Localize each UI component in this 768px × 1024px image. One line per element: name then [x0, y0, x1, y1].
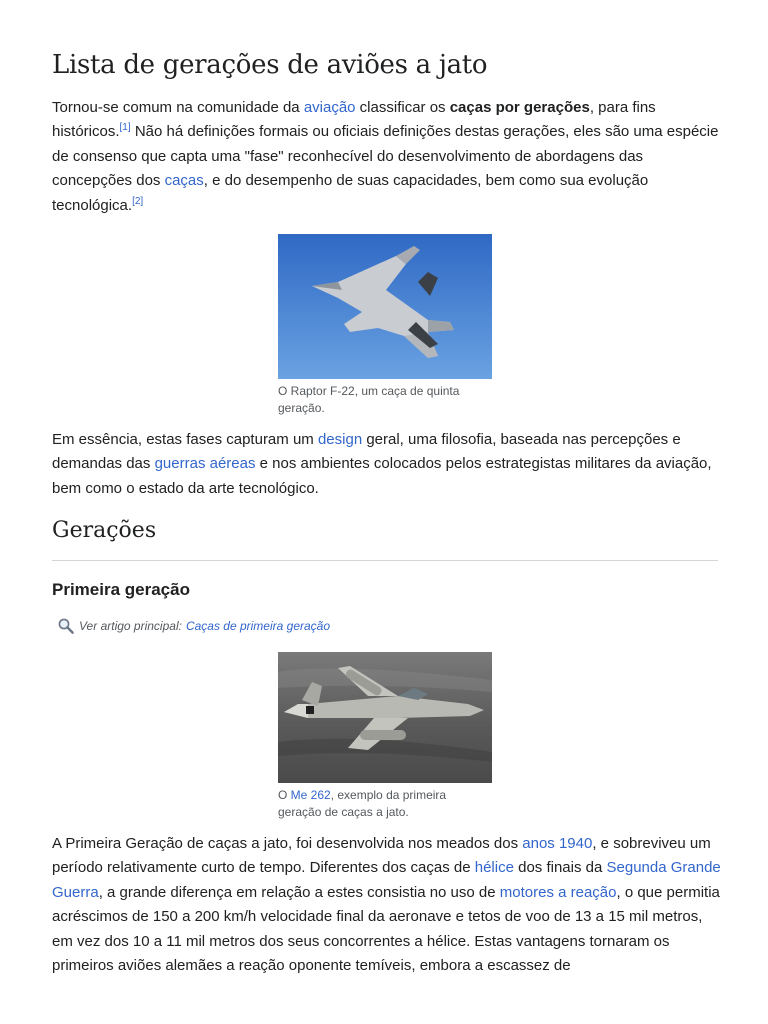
figure-f22: [278, 234, 492, 417]
subsection-heading-primeira: Primeira geração: [52, 580, 190, 599]
me262-cap-suffix: , exemplo da primeira geração de caças a jato.: [278, 788, 447, 819]
p3-text-4: , a grande diferença em relação a estes consistia no uso de: [98, 883, 500, 901]
ref-2[interactable]: [132, 196, 143, 207]
f22-image[interactable]: [278, 234, 492, 379]
figure-me262: [278, 652, 492, 821]
section-heading-geracoes: Gerações: [52, 518, 157, 543]
ref-1-link[interactable]: [1]: [119, 122, 131, 134]
paragraph-3: [52, 832, 722, 978]
link-helice[interactable]: hélice: [474, 859, 514, 877]
p2-text-1: Em essência, estas fases capturam um: [52, 431, 318, 448]
link-aviacao[interactable]: aviação: [303, 99, 356, 116]
link-design[interactable]: design: [317, 431, 363, 448]
figure-f22-caption: O Raptor F-22, um caça de quinta geração.: [278, 384, 460, 415]
intro-paragraph: [52, 96, 722, 218]
hatnote: [57, 617, 330, 635]
intro-text-1: Tornou-se comum na comunidade da: [52, 99, 304, 116]
ref-1[interactable]: [120, 122, 131, 133]
paragraph-2: [52, 428, 722, 501]
link-guerras-aereas[interactable]: guerras aéreas: [154, 455, 256, 473]
hatnote-prefix: Ver artigo principal:: [79, 619, 182, 633]
intro-bold: caças por gerações: [449, 99, 590, 116]
intro-text-3: , para fins históricos.: [52, 99, 656, 141]
link-anos-1940[interactable]: anos 1940: [522, 835, 593, 852]
p3-text-1: A Primeira Geração de caças a jato, foi desenvolvida nos meados dos: [52, 835, 523, 852]
page-title: Lista de gerações de aviões a jato: [52, 50, 488, 80]
link-cacas[interactable]: caças: [164, 172, 204, 190]
p2-text-3: e nos ambientes colocados pelos estrategistas militares da aviação, bem como o estado da arte tecnológico.: [52, 455, 712, 497]
magnifier-icon: [57, 617, 75, 635]
intro-text-4: Não há definições formais ou oficiais definições destas gerações, eles são uma espécie de consenso que capta uma "fase" reconhecível do desenvolvimento de abordagens das concepções dos: [52, 123, 719, 190]
section-divider: [52, 560, 718, 561]
link-me262[interactable]: Me 262: [290, 788, 331, 802]
intro-text-5: , e do desempenho de suas capacidades, bem como sua evolução tecnológica.: [52, 172, 649, 214]
hatnote-link[interactable]: Caças de primeira geração: [185, 619, 331, 633]
link-motores-a-reacao[interactable]: motores a reação: [499, 883, 617, 901]
intro-text-2: classificar os: [355, 99, 450, 116]
p3-text-5: , o que permitia acréscimos de 150 a 200 km/h velocidade final da aeronave e tetos de voo de 13 a 15 mil metros, em vez dos 10 a 11 mil metros dos seus concorrentes a hélice. Estas vantagens tornaram os primeiros aviões alemães a reação oponente temíveis, embora a escassez de: [52, 883, 720, 975]
me262-cap-prefix: O: [278, 788, 291, 802]
p3-text-2: , e sobreviveu um período relativamente curto de tempo. Diferentes dos caças de: [52, 835, 711, 877]
me262-image[interactable]: [278, 652, 492, 783]
figure-me262-caption: [278, 787, 492, 821]
link-segunda-grande-guerra[interactable]: Segunda Grande Guerra: [52, 859, 721, 901]
ref-2-link[interactable]: [2]: [132, 195, 144, 207]
p2-text-2: geral, uma filosofia, baseada nas percepções e demandas das: [52, 431, 681, 473]
p3-text-3: dos finais da: [513, 859, 607, 877]
